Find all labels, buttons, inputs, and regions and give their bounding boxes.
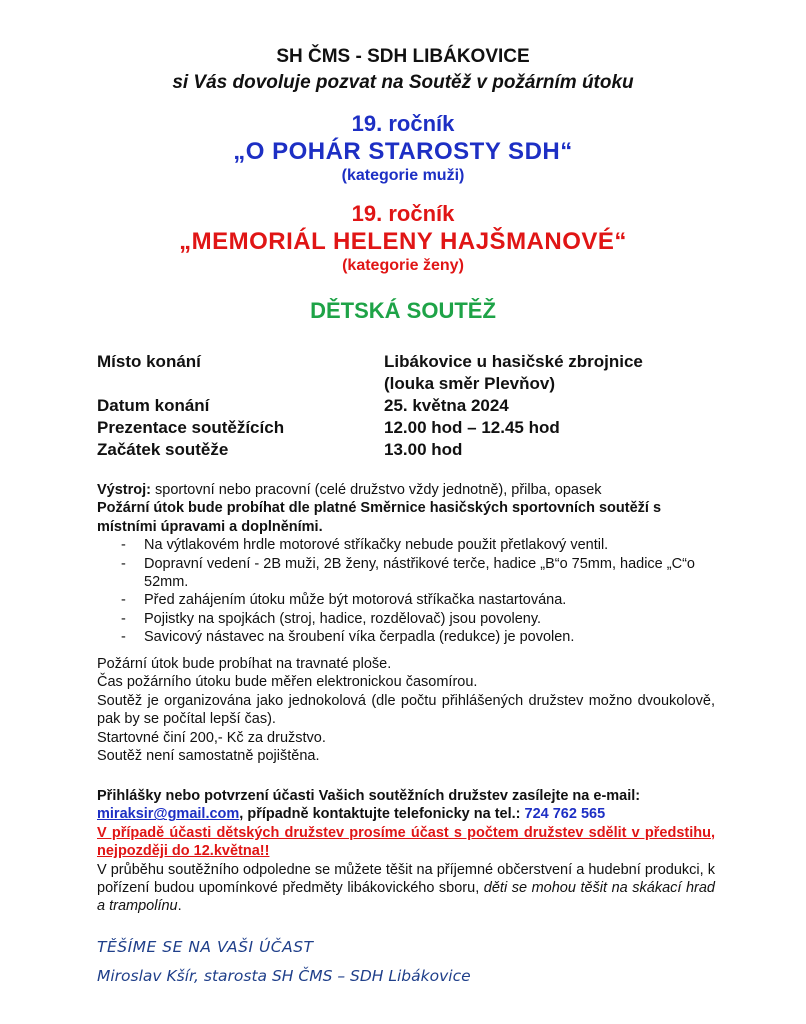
refreshment-text [97,861,715,916]
start-value: 13.00 hod [384,440,463,459]
equipment-label: Výstroj: [97,482,151,498]
rules-section [97,481,715,647]
note-line: Soutěž není samostatně pojištěna. [97,748,320,765]
women-year: 19. ročník [351,201,455,226]
rule-item: - Před zahájením útoku může být motorová stříkačka nastartována. [97,591,715,609]
women-title: „MEMORIÁL HELENY HAJŠMANOVÉ“ [179,228,627,255]
contact-line [97,805,715,823]
registration-row [97,418,737,440]
rules-list [97,536,715,646]
notes-section [97,655,715,765]
closing-line: TĚŠÍME SE NA VAŠI ÚČAST [97,938,314,956]
equipment-text: sportovní nebo pracovní (celé družstvo vždy jednotně), přilba, opasek [151,482,602,498]
note-line: Čas požárního útoku bude měřen elektronickou časomírou. [97,674,478,691]
contact-section [97,787,715,916]
note-line: Požární útok bude probíhat na travnaté ploše. [97,656,392,672]
rule-item: - Pojistky na spojkách (stroj, hadice, rozdělovač) jsou povoleny. [97,610,715,628]
invitation-line: si Vás dovoluje pozvat na Soutěž v požárním útoku [172,72,634,93]
date-label: Datum konání [97,396,210,415]
rules-intro: Požární útok bude probíhat dle platné Směrnice hasičských sportovních soutěží s místními úpravami a doplněními. [97,500,662,535]
rule-item: - Dopravní vedení - 2B muži, 2B ženy, nástřikové terče, hadice „B“o 75mm, hadice „C“o 52mm. [97,555,715,592]
date-row [97,396,737,418]
place-label: Místo konání [97,352,201,371]
place-value-detail: (louka směr Plevňov) [384,374,556,393]
kids-notice: V případě účasti dětských družstev prosíme účast s počtem družstev sdělit v předstihu, nejpozději do 12.května!! [97,824,715,860]
email-link[interactable]: miraksir@gmail.com [97,806,240,823]
men-year: 19. ročník [351,111,455,136]
men-title: „O POHÁR STAROSTY SDH“ [233,138,573,165]
signature-line: Miroslav Kšír, starosta SH ČMS – SDH Libákovice [97,967,471,985]
kids-competition-title: DĚTSKÁ SOUTĚŽ [310,298,496,323]
refreshment-kids: děti se mohou těšit na skákací hrad a trampolínu [97,880,715,915]
registration-label: Prezentace soutěžících [97,418,285,437]
rule-item: - Na výtlakovém hrdle motorové stříkačky nebude použit přetlakový ventil. [97,536,715,554]
place-row [97,352,737,374]
phone-text: , případně kontaktujte telefonicky na tel.: [239,806,525,823]
women-category: (kategorie ženy) [342,257,464,274]
note-line: Startovné činí 200,- Kč za družstvo. [97,729,326,746]
rule-item: - Savicový nástavec na šroubení víka čerpadla (redukce) je povolen. [97,628,715,646]
place-row-2 [97,374,737,396]
organization-heading: SH ČMS - SDH LIBÁKOVICE [276,46,530,67]
refreshment-end: . [177,898,182,915]
start-label: Začátek soutěže [97,440,229,459]
note-line: Soutěž je organizována jako jednokolová (dle počtu přihlášených družstev možno dvoukolově, pak by se počítal lepší čas). [97,692,715,728]
place-value: Libákovice u hasičské zbrojnice [384,352,643,371]
contact-intro: Přihlášky nebo potvrzení účasti Vašich soutěžních družstev zasílejte na e-mail: [97,788,641,804]
event-info-table [97,352,737,462]
equipment-line [97,481,715,499]
men-category: (kategorie muži) [341,167,465,184]
refreshment-main: V průběhu soutěžního odpoledne se můžete těšit na příjemné občerstvení a hudební produkci, k pořízení budou upomínkové předměty libákovického sboru, [97,861,715,897]
registration-value: 12.00 hod – 12.45 hod [384,418,560,437]
date-value: 25. května 2024 [384,396,509,415]
phone-number[interactable]: 724 762 565 [524,806,606,823]
start-row [97,440,737,462]
